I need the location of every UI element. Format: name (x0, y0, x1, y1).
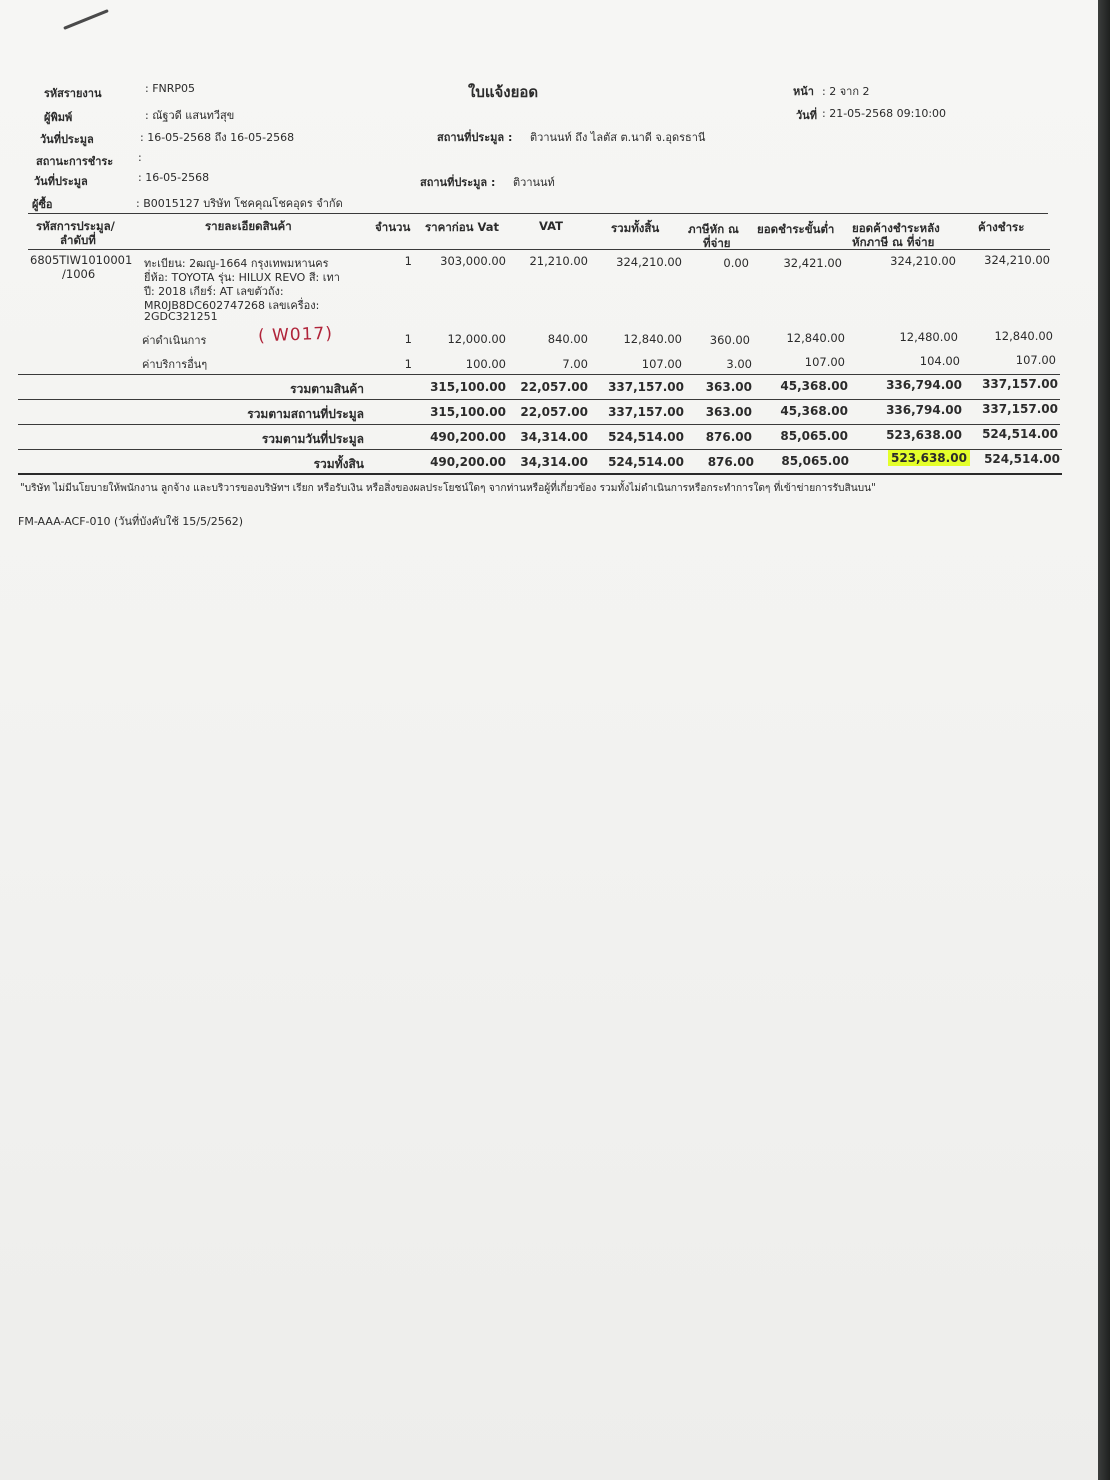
grand-total-wht: 876.00 (707, 455, 754, 469)
col-outstanding-after-2: หักภาษี ณ ที่จ่าย (852, 235, 935, 249)
fee-wht: 3.00 (726, 357, 752, 371)
grand-total-total: 524,514.00 (608, 455, 684, 469)
col-wht: ภาษีหัก ณ (688, 222, 739, 236)
summary-min-paid: 45,368.00 (780, 379, 848, 393)
fee-total: 107.00 (641, 357, 682, 371)
date-label: วันที่ (796, 109, 817, 122)
col-outstanding: ค้างชำระ (978, 220, 1025, 234)
item-wht: 0.00 (723, 256, 749, 270)
disclaimer: "บริษัท ไม่มีนโยบายให้พนักงาน ลูกจ้าง และบริวารของบริษัทฯ เรียก หรือรับเงิน หรือสิ่งของผลประโยชน์ใดๆ จากท่านหรือผู้ที่เกี่ยวข้อง รวมทั้งไม่ดำเนินการหรือกระทำการใดๆ ที่เข้าข่ายการรับสินบน" (20, 483, 876, 494)
fee-outstanding: 12,840.00 (994, 329, 1053, 343)
auction-date-label: วันที่ประมูล (40, 133, 94, 146)
printer-label: ผู้พิมพ์ (44, 111, 73, 124)
summary-total: 337,157.00 (608, 380, 684, 394)
summary-vat: 34,314.00 (520, 430, 588, 444)
item-detail-line: MR0JB8DC602747268 เลขเครื่อง: (144, 299, 320, 312)
col-min-paid: ยอดชำระขั้นต่ำ (757, 222, 835, 236)
col-code-seq: ลำดับที่ (60, 233, 96, 247)
fee-min-paid: 107.00 (804, 355, 845, 369)
summary-price: 315,100.00 (430, 380, 506, 394)
summary-label: รวมตามสถานที่ประมูล (247, 407, 364, 421)
summary-min-paid: 85,065.00 (780, 429, 848, 443)
col-vat: VAT (539, 219, 563, 233)
item-code: 6805TIW1010001 (30, 253, 133, 267)
auction-place2-label: สถานที่ประมูล : (420, 176, 496, 189)
item-min-paid: 32,421.00 (783, 256, 842, 270)
summary-min-paid: 45,368.00 (780, 404, 848, 418)
col-qty: จำนวน (375, 220, 411, 234)
summary-outstanding: 524,514.00 (982, 427, 1058, 441)
item-detail-line: ยี่ห้อ: TOYOTA รุ่น: HILUX REVO สี: เทา (144, 271, 340, 284)
summary-outstanding-after: 523,638.00 (886, 428, 962, 442)
summary-outstanding-after: 336,794.00 (886, 378, 962, 392)
fee-min-paid: 12,840.00 (786, 331, 845, 345)
fee-label: ค่าดำเนินการ (142, 334, 207, 347)
page-value: : 2 จาก 2 (822, 85, 870, 98)
summary-rule (18, 374, 1060, 375)
item-vat: 21,210.00 (529, 254, 588, 268)
buyer-label: ผู้ซื้อ (32, 198, 53, 211)
grand-total-label: รวมทั้งสิน (313, 457, 364, 471)
col-code: รหัสการประมูล/ (36, 219, 115, 233)
summary-wht: 876.00 (705, 430, 752, 444)
col-outstanding-after: ยอดค้างชำระหลัง (852, 221, 940, 235)
page-title: ใบแจ้งยอด (468, 83, 539, 101)
report-code-label: รหัสรายงาน (44, 87, 102, 100)
summary-outstanding-after: 336,794.00 (886, 403, 962, 417)
fee-label: ค่าบริการอื่นๆ (142, 358, 208, 371)
date-value: : 21-05-2568 09:10:00 (822, 107, 947, 120)
fee-vat: 840.00 (547, 332, 588, 346)
summary-total: 524,514.00 (608, 430, 684, 444)
page-label: หน้า (793, 85, 814, 98)
auction-date2-value: : 16-05-2568 (138, 171, 210, 184)
col-price: ราคาก่อน Vat (425, 220, 500, 234)
col-detail: รายละเอียดสินค้า (205, 219, 292, 233)
col-wht-2: ที่จ่าย (703, 236, 731, 250)
auction-date2-label: วันที่ประมูล (34, 175, 88, 188)
fee-qty: 1 (404, 357, 412, 371)
summary-label: รวมตามสินค้า (290, 382, 364, 396)
fee-outstanding-after: 12,480.00 (899, 330, 958, 344)
summary-rule (18, 424, 1060, 425)
item-detail-line: ปี: 2018 เกียร์: AT เลขตัวถัง: (144, 285, 284, 298)
payment-status-value: : (138, 151, 142, 164)
background-edge (1098, 0, 1110, 1480)
grand-total-outstanding: 524,514.00 (984, 452, 1060, 466)
item-total: 324,210.00 (616, 255, 682, 269)
payment-status-label: สถานะการชำระ (36, 155, 114, 168)
summary-vat: 22,057.00 (520, 405, 588, 419)
auction-place-value: ติวานนท์ ถึง ไลตัส ต.นาดี จ.อุดรธานี (530, 131, 706, 144)
auction-place-label: สถานที่ประมูล : (437, 131, 513, 144)
summary-vat: 22,057.00 (520, 380, 588, 394)
summary-outstanding: 337,157.00 (982, 402, 1058, 416)
handwritten-note: ( W017) (257, 323, 334, 347)
col-total: รวมทั้งสิ้น (611, 221, 660, 235)
printer-value: : ณัฐวดี แสนทวีสุข (145, 109, 235, 122)
summary-wht: 363.00 (705, 405, 752, 419)
summary-label: รวมตามวันที่ประมูล (261, 432, 364, 446)
summary-price: 490,200.00 (430, 430, 506, 444)
summary-wht: 363.00 (705, 380, 752, 394)
table-top-rule (28, 213, 1048, 214)
summary-price: 315,100.00 (430, 405, 506, 419)
auction-place2-value: ติวานนท์ (513, 176, 555, 189)
item-detail-line: 2GDC321251 (144, 310, 218, 323)
report-code-value: : FNRP05 (145, 82, 196, 95)
grand-total-price: 490,200.00 (430, 455, 506, 469)
item-price: 303,000.00 (440, 254, 506, 268)
grand-total-rule (18, 473, 1062, 475)
fee-outstanding: 107.00 (1015, 353, 1056, 367)
item-outstanding-after: 324,210.00 (890, 254, 956, 268)
item-detail-line: ทะเบียน: 2ฒญ-1664 กรุงเทพมหานคร (144, 257, 329, 270)
grand-total-vat: 34,314.00 (520, 455, 588, 469)
item-seq: /1006 (62, 267, 96, 281)
summary-rule (18, 399, 1060, 400)
fee-wht: 360.00 (709, 333, 750, 347)
table-header-rule (28, 249, 1050, 250)
form-code: FM-AAA-ACF-010 (วันที่บังคับใช้ 15/5/2562) (18, 515, 243, 528)
grand-total-min-paid: 85,065.00 (781, 454, 849, 468)
item-qty: 1 (404, 254, 412, 268)
summary-outstanding: 337,157.00 (982, 377, 1058, 391)
fee-vat: 7.00 (562, 357, 588, 371)
fee-outstanding-after: 104.00 (919, 354, 960, 368)
pen-mark (63, 9, 109, 30)
summary-total: 337,157.00 (608, 405, 684, 419)
item-outstanding: 324,210.00 (984, 253, 1050, 267)
fee-price: 100.00 (465, 357, 506, 371)
auction-date-value: : 16-05-2568 ถึง 16-05-2568 (140, 131, 295, 144)
highlighted-amount-wrap (888, 451, 970, 465)
buyer-value: : B0015127 บริษัท โชคคุณโชคอุดร จำกัด (136, 197, 343, 210)
fee-price: 12,000.00 (447, 332, 506, 346)
highlighted-outstanding-after: 523,638.00 (888, 450, 970, 466)
fee-qty: 1 (404, 332, 412, 346)
fee-total: 12,840.00 (623, 332, 682, 346)
